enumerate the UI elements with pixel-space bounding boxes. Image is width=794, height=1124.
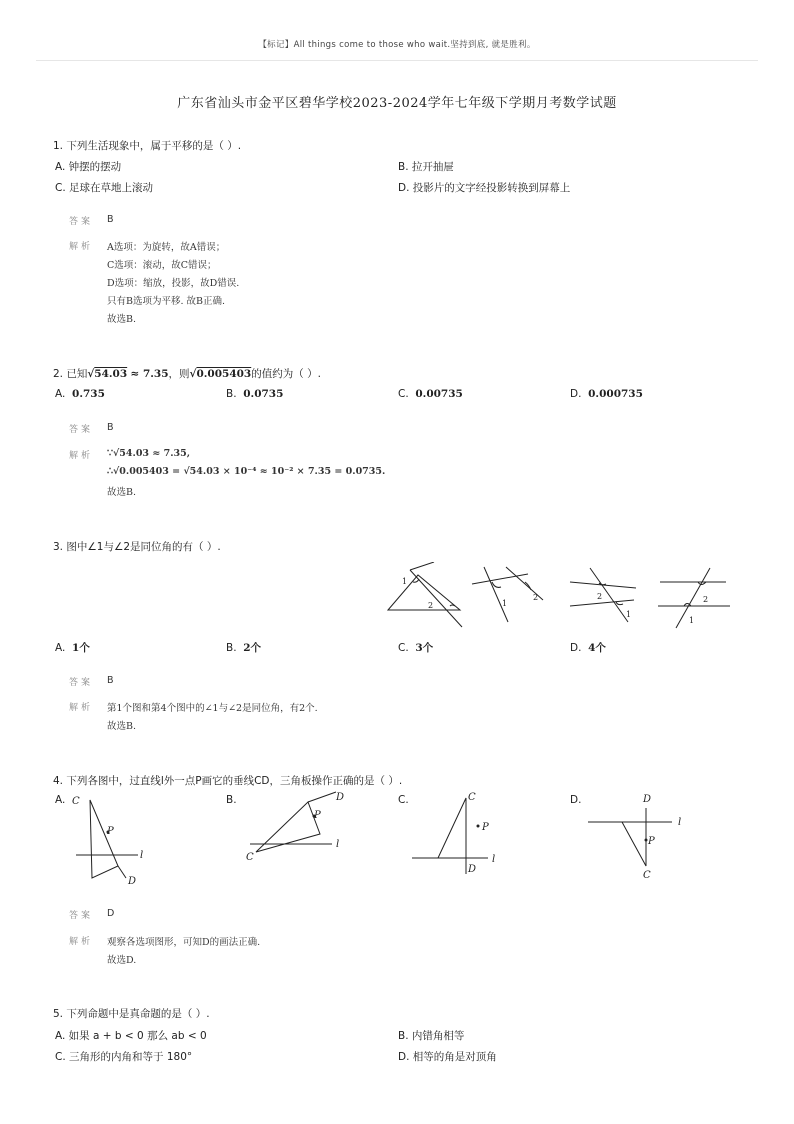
q3-analysis-label: 解析 [69,703,94,713]
svg-text:P: P [482,822,489,833]
svg-text:P: P [107,826,114,837]
q1-stem: 1. 下列生活现象中，属于平移的是（ ）. [53,140,242,152]
q4-figure-c [408,788,508,883]
q5-option-c[interactable]: C. 三角形的内角和等于 180° [55,1051,193,1063]
q4-option-c[interactable]: C. [398,794,409,806]
page-title: 广东省汕头市金平区碧华学校2023-2024学年七年级下学期月考数学试题 [177,96,617,111]
q3-fig3-label: 2 [597,592,603,601]
q5-option-a[interactable]: A. 如果 a + b < 0 那么 ab < 0 [55,1030,207,1042]
q3-figures [380,562,740,634]
q1-option-d[interactable]: D. 投影片的文字经投影转换到屏幕上 [398,182,571,194]
q4-answer: D [107,908,115,919]
q3-analysis-line: 故选B. [107,721,137,732]
q3-option-d[interactable]: D. 4个 [570,642,606,654]
q1-analysis-line: 只有B选项为平移. 故B正确. [107,296,226,307]
q1-analysis-line: C选项：滚动，故C错误； [107,260,217,271]
q4-stem: 4. 下列各图中，过直线l外一点P画它的垂线CD，三角板操作正确的是（ ）. [53,775,403,787]
q5-stem: 5. 下列命题中是真命题的是（ ）. [53,1008,210,1020]
q2-option-c[interactable]: C. 0.00735 [398,388,463,400]
svg-text:D: D [643,794,652,805]
svg-text:D: D [336,792,345,803]
q4-analysis-line: 观察各选项图形，可知D的画法正确. [107,937,261,948]
svg-text:C: C [468,792,476,803]
q2-analysis-label: 解析 [69,451,94,461]
q2-analysis-line: 故选B. [107,487,137,498]
q1-analysis-line: D选项：缩放，投影，故D错误. [107,278,240,289]
svg-text:P: P [648,836,655,847]
q1-analysis-label: 解析 [69,242,94,252]
q4-analysis-line: 故选D. [107,955,137,966]
q1-option-c[interactable]: C. 足球在草地上滚动 [55,182,154,194]
q3-option-c[interactable]: C. 3个 [398,642,434,654]
q2-stem: 2. 已知√54.03 ≈ 7.35，则√0.005403的值约为（ ）. [53,368,321,380]
q4-answer-label: 答案 [69,911,94,921]
q1-analysis-line: A选项：为旋转，故A错误； [107,242,226,253]
q5-option-b[interactable]: B. 内错角相等 [398,1030,465,1042]
svg-text:C: C [643,870,651,881]
q4-analysis-label: 解析 [69,937,94,947]
q4-figure-a [60,788,160,888]
q3-fig4-label: 1 [689,616,695,625]
header-divider [36,60,758,61]
q3-fig2-label: 1 [502,599,508,608]
svg-text:P: P [314,810,321,821]
q2-answer-label: 答案 [69,425,94,435]
q3-fig4-label: 2 [703,595,709,604]
q3-stem: 3. 图中∠1与∠2是同位角的有（ ）. [53,541,221,553]
q1-analysis-line: 故选B. [107,314,137,325]
q3-answer: B [107,675,114,686]
q3-fig1-triangle [388,575,460,610]
q4-option-a[interactable]: A. [55,794,66,806]
svg-text:l: l [678,817,682,828]
q3-option-b[interactable]: B. 2个 [226,642,262,654]
q2-option-b[interactable]: B. 0.0735 [226,388,284,400]
q4-figure-d [582,788,692,883]
q3-fig3-label: 1 [626,610,632,619]
q2-answer: B [107,422,114,433]
q1-answer-label: 答案 [69,217,94,227]
q1-option-a[interactable]: A. 钟摆的摆动 [55,161,122,173]
q2-analysis-line: ∵√54.03 ≈ 7.35, [107,448,191,459]
q4-figure-b [240,788,350,873]
q3-fig1-label: 1 [402,577,408,586]
header-note: 【标记】All things come to those who wait.坚持到底, 就是胜利。 [258,40,536,50]
svg-text:D: D [468,864,477,875]
q3-fig1-label: 2 [428,601,434,610]
svg-text:l: l [336,839,340,850]
q3-option-a[interactable]: A. 1个 [55,642,90,654]
q3-analysis-line: 第1个图和第4个图中的∠1与∠2是同位角，有2个. [107,703,318,714]
q4-option-b[interactable]: B. [226,794,237,806]
svg-text:C: C [246,852,254,863]
svg-text:l: l [140,850,144,861]
q4-option-d[interactable]: D. [570,794,582,806]
q3-fig2-label: 2 [533,593,539,602]
q1-option-b[interactable]: B. 拉开抽屉 [398,161,454,173]
svg-text:C: C [72,796,80,807]
q2-analysis-line: ∴√0.005403 = √54.03 × 10⁻⁴ ≈ 10⁻² × 7.35 = 0.0735. [107,466,386,477]
svg-text:l: l [492,854,496,865]
q3-answer-label: 答案 [69,678,94,688]
q5-option-d[interactable]: D. 相等的角是对顶角 [398,1051,497,1063]
q2-option-d[interactable]: D. 0.000735 [570,388,643,400]
q1-answer: B [107,214,114,225]
svg-text:D: D [128,876,137,887]
q2-option-a[interactable]: A. 0.735 [55,388,105,400]
